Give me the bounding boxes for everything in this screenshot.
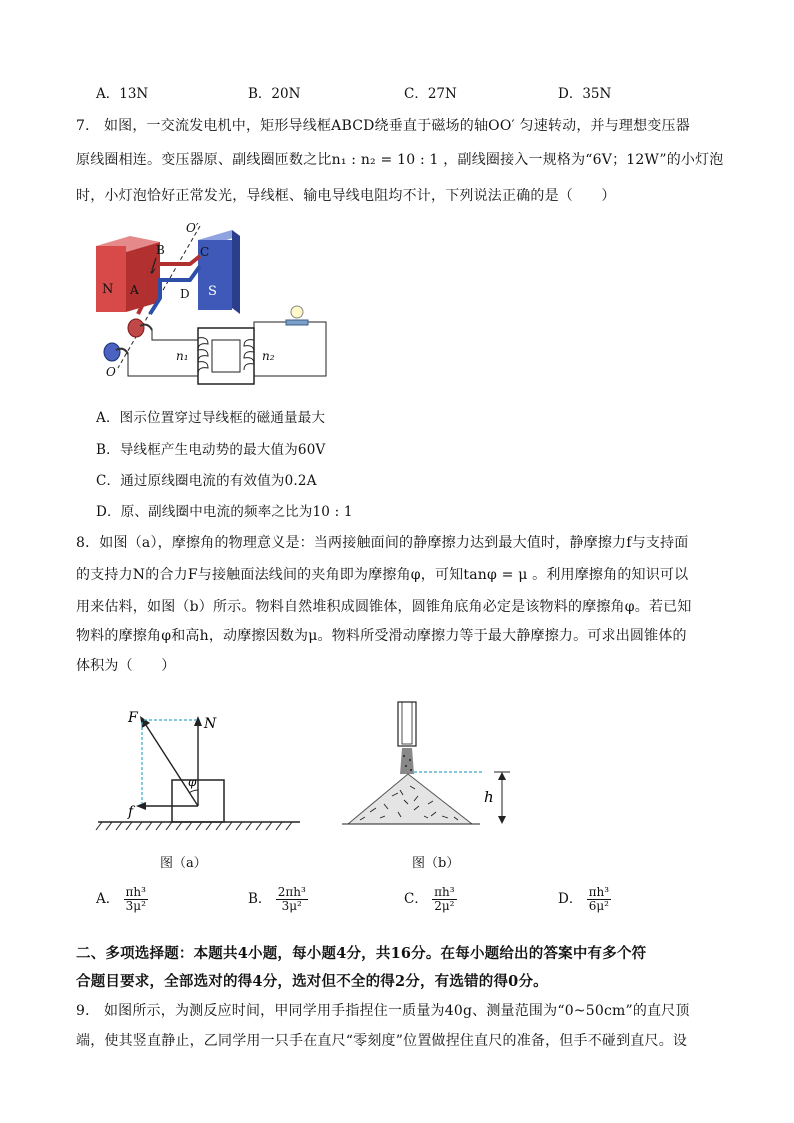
q8-option-b-fraction — [276, 886, 308, 913]
cone-pile-figure — [340, 700, 530, 840]
q8-option-c-denominator: 2μ² — [434, 899, 455, 913]
light-bulb-icon — [291, 306, 303, 318]
label-o: O — [106, 365, 116, 379]
q7-option-d: D．原、副线圈中电流的频率之比为10 : 1 — [96, 504, 353, 520]
q6-option-b: B．20N — [248, 86, 301, 102]
generator-transformer-figure — [90, 218, 330, 388]
feed-pipe — [398, 702, 416, 746]
label-n2: n₂ — [262, 349, 275, 363]
q6-option-c: C．27N — [404, 86, 457, 102]
figure-b-caption: 图（b） — [412, 856, 460, 871]
q6-option-d: D．35N — [558, 86, 612, 102]
q8-option-c-numerator: πh³ — [434, 885, 455, 899]
q7-option-c: C．通过原线圈电流的有效值为0.2A — [96, 473, 317, 489]
figure-a-caption: 图（a） — [160, 856, 207, 871]
s-magnet-side — [232, 230, 240, 314]
q8-stem-line-4: 物料的摩擦角φ和高h，动摩擦因数为μ。物料所受滑动摩擦力等于最大静摩擦力。可求出圆锥体的 — [76, 628, 687, 644]
q8-option-a-prefix: A． — [96, 891, 120, 907]
q8-option-d-denominator: 6μ² — [588, 899, 609, 913]
section-2-header-line-2: 合题目要求，全部选对的得4分，选对但不全的得2分，有选错的得0分。 — [76, 973, 548, 990]
friction-angle-figure — [94, 706, 314, 836]
label-d: D — [180, 287, 190, 301]
label-c: C — [200, 245, 210, 259]
q8-option-b — [248, 886, 308, 913]
q8-option-c-prefix: C． — [404, 891, 428, 907]
q8-option-a-denominator: 3μ² — [125, 899, 146, 913]
q8-option-d — [558, 886, 611, 913]
q8-option-b-numerator: 2πh³ — [277, 885, 306, 899]
label-phi: φ — [188, 775, 197, 789]
q8-stem-line-2: 的支持力N的合力F与接触面法线间的夹角即为摩擦角φ，可知tanφ = μ 。利用摩擦角的知识可以 — [76, 567, 689, 583]
q8-option-d-fraction — [587, 886, 611, 913]
q8-option-c — [404, 886, 457, 913]
q8-stem-line-1: 8．如图（a），摩擦角的物理意义是：当两接触面间的静摩擦力达到最大值时，静摩擦力f与支持面 — [76, 535, 689, 551]
q8-option-a — [96, 886, 148, 913]
label-b: B — [156, 243, 165, 257]
q6-option-a: A．13N — [96, 86, 149, 102]
label-n-force: N — [204, 716, 217, 732]
section-2-header-line-1: 二、多项选择题：本题共4小题，每小题4分，共16分。在每小题给出的答案中有多个符 — [76, 945, 647, 962]
label-h: h — [484, 788, 494, 806]
q7-stem-line-3: 时，小灯泡恰好正常发光，导线框、输电导线电阻均不计，下列说法正确的是（ ） — [76, 188, 616, 204]
slip-ring-red — [128, 319, 144, 337]
q8-option-c-fraction — [432, 886, 456, 913]
label-s: S — [208, 284, 217, 299]
label-o-prime: O′ — [186, 221, 199, 235]
label-n: N — [102, 282, 114, 297]
n-magnet-front — [96, 246, 126, 312]
q8-stem-line-5: 体积为（ ） — [76, 658, 176, 674]
cone-pile — [348, 774, 472, 824]
slip-ring-blue — [104, 343, 120, 361]
q7-option-a: A．图示位置穿过导线框的磁通量最大 — [96, 410, 326, 426]
q8-stem-line-3: 用来估料，如图（b）所示。物料自然堆积成圆锥体，圆锥角底角必定是该物料的摩擦角φ。若已知 — [76, 599, 692, 615]
q8-option-a-fraction — [124, 886, 148, 913]
q7-option-b: B．导线框产生电动势的最大值为60V — [96, 442, 326, 458]
q9-stem-line-1: 9． 如图所示，为测反应时间，甲同学用手指捏住一质量为40g、测量范围为“0~50cm”的直尺顶 — [76, 1003, 690, 1019]
q8-option-d-prefix: D． — [558, 891, 583, 907]
q8-option-d-numerator: πh³ — [588, 885, 610, 899]
label-f-resultant: F — [128, 710, 138, 726]
q8-option-a-numerator: πh³ — [125, 885, 146, 899]
bulb-base — [286, 320, 308, 325]
label-f-friction: f — [128, 804, 134, 820]
label-a: A — [130, 283, 139, 297]
q7-stem-line-2: 原线圈相连。变压器原、副线圈匝数之比n₁ : n₂ = 10 : 1 ，副线圈接入一规格为“6V；12W”的小灯泡 — [76, 152, 724, 168]
q8-option-b-denominator: 3μ² — [281, 899, 302, 913]
q7-stem-line-1: 7． 如图，一交流发电机中，矩形导线框ABCD绕垂直于磁场的轴OO′ 匀速转动，并与理想变压器 — [76, 118, 690, 134]
label-n1: n₁ — [176, 349, 189, 363]
q8-option-b-prefix: B． — [248, 891, 272, 907]
q9-stem-line-2: 端，使其竖直静止，乙同学用一只手在直尺“零刻度”位置做捏住直尺的准备，但手不碰到直尺。设 — [76, 1033, 688, 1049]
